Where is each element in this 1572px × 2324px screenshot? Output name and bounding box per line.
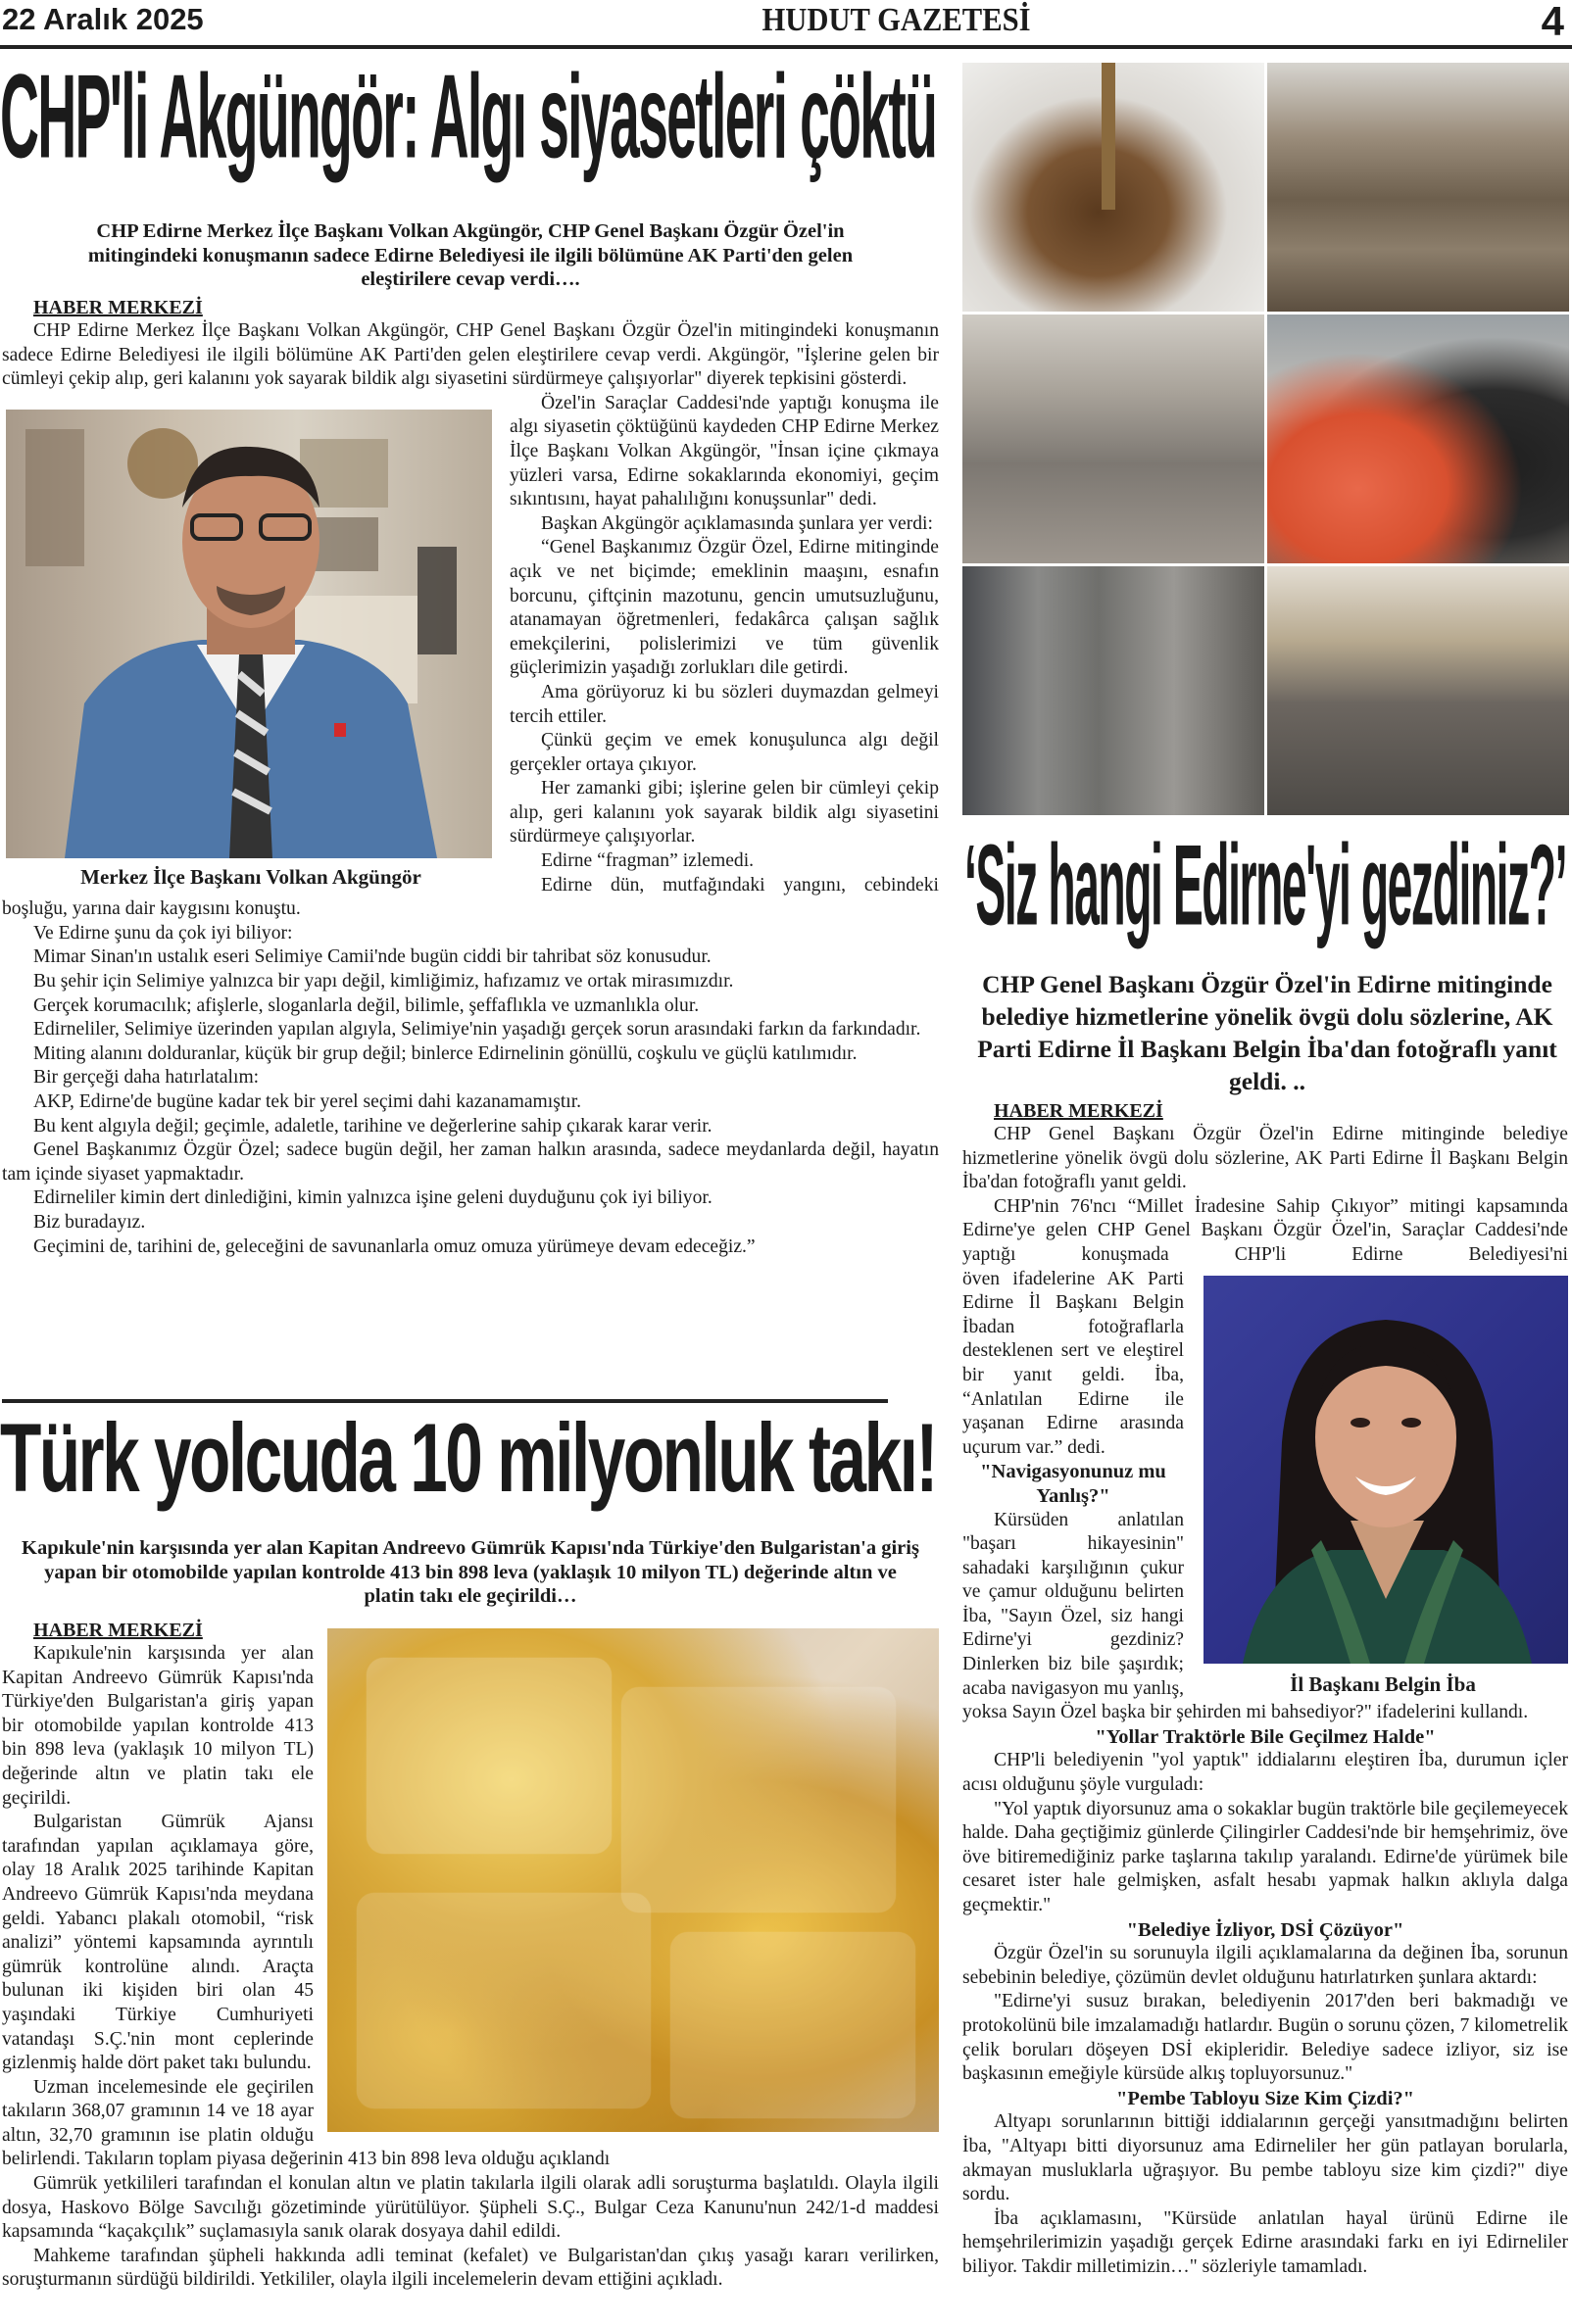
article-3-paragraph: "Edirne'yi susuz bırakan, belediyenin 2017'den beri bakmadığı ve protokolünü bile imzalamadığı hatlardır. Bugün o sorunu çözen, 7 kilometrelik çelik boruları döşeyen DSİ ekipleridir. Belediye sadece izliyor, siz ise başkasının emeğiyle kürsüde alkış topluyorsunuz." — [962, 1991, 1568, 2085]
article-3-paragraph: CHP Genel Başkanı Özgür Özel'in Edirne mitinginde belediye hizmetlerine yönelik övgü dolu sözlerine, AK Parti Edirne İl Başkanı Belgin İba'dan fotoğraflı yanıt geldi. — [962, 1124, 1568, 1193]
article-3-paragraph: Altyapı sorunlarının bittiği iddialarının gerçeği yansıtmadığını belirten İba, "Altyapı bitti diyorsunuz ama Edirneliler her gün patlayan borularla, akmayan musluklarla uğraşıyor. Bu pembe tabloyu size kim çizdi?" diye sordu. — [962, 2111, 1568, 2205]
article-2-paragraph: Mahkeme tarafından şüpheli hakkında adli teminat (kefalet) ve Bulgaristan'dan çıkış yasağı kararı verilirken, soruşturmanın sürdüğü bildirildi. Yetkililer, olayla ilgili incelemelerin devam ettiğini açıkladı. — [2, 2245, 939, 2291]
article-divider — [2, 1399, 888, 1403]
akgungor-portrait-illustration — [6, 410, 492, 858]
article-3-subheading: "Pembe Tabloyu Size Kim Çizdi?" — [1115, 2087, 1415, 2109]
article-3-paragraph: İba açıklamasını, "Kürsüde anlatılan hayal ürünü Edirne ile hemşehrilerimizin yaşadığı gerçek Edirne arasındaki farkı en iyi Edirneliler biliyor. Takdir milletimizin…" sözleriyle tamamladı. — [962, 2207, 1568, 2277]
article-3-paragraph: CHP'nin 76'ncı “Millet İradesine Sahip Çıkıyor” mitingi kapsamında Edirne'ye gelen CHP Genel Başkanı Özgür Özel'in, Saraçlar Caddesi'nde yaptığı konuşmada CHP'li Edirne Belediyesi'ni — [962, 1195, 1568, 1265]
article-1-paragraph: Genel Başkanımız Özgür Özel; sadece bugün değil, her zaman halkın arasında, sadece meydanlarda değil, hayatın tam içinde siyaset yapmaktadır. — [2, 1139, 939, 1185]
article-2-body — [2, 1619, 939, 2293]
article-1-headline-box — [0, 57, 939, 204]
article-1-paragraph: Edirne dün, mutfağındaki yangını, cebindeki boşluğu, yarına dair kaygısını konuştu. — [2, 874, 939, 920]
article-3-subheading: "Navigasyonunuz mu Yanlış?" — [980, 1461, 1166, 1507]
article-2-lead: Kapıkule'nin karşısında yer alan Kapitan Andreevo Gümrük Kapısı'nda Türkiye'den Bulgaristan'a giriş yapan bir otomobilde yapılan kontrolde 413 bin 898 leva (yaklaşık 10 milyon TL) değerinde altın ve platin takı ele geçirildi… — [22, 1537, 919, 1607]
street-photo-grid — [962, 63, 1570, 819]
article-2-headline-box — [0, 1409, 939, 1525]
article-1-paragraph: Biz buradayız. — [33, 1211, 146, 1233]
article-3-body — [962, 1099, 1568, 2280]
article-3-paragraph: Kürsüden anlatılan "başarı hikayesinin" sahadaki karşılığının çukur ve çamur olduğunu belirten İba, "Sayın Özel, siz hangi Edirne'yi gezdiniz? Dinlerken biz bile şaşırdık; acaba navigasyon mu yanlış, yoksa Sayın Özel başka bir şehirden mi bahsediyor?" ifadelerini kullandı. — [962, 1509, 1529, 1723]
article-1-paragraph: Mimar Sinan'ın ustalık eseri Selimiye Camii'nde bugün ciddi bir tahribat söz konusudur. — [33, 946, 712, 968]
article-3-paragraph: "Yol yaptık diyorsunuz ama o sokaklar bugün traktörle bile geçilemeyecek halde. Daha geçtiğimiz günlerde Çilingirler Caddesi'nde bir hemşehrimiz, öve öve bitiremediğiniz parke taşlarına takılıp yaralandı. Edirne'de yürümek bile cesaret ister hale gelmişken, asfalt hesabı yapmak halkın aklıyla dalga geçmektir." — [962, 1798, 1568, 1915]
article-2-paragraph: Bulgaristan Gümrük Ajansı tarafından yapılan açıklamaya göre, olay 18 Aralık 2025 tarihinde Kapitan Andreevo Gümrük Kapısı'nda meydana geldi. Yabancı plakalı otomobil, “risk analizi” yöntemi kapsamında ayrıntılı gümrük kontrolüne alındı. Araçta bulunan iki kişiden biri olan 45 yaşındaki Türkiye Cumhuriyeti vatandaşı S.Ç.'nin mont ceplerinde gizlenmiş halde dört paket takı bulundu. — [2, 1812, 314, 2074]
issue-date: 22 Aralık 2025 — [2, 2, 204, 36]
article-1-paragraph: Her zamanki gibi; işlerine gelen bir cümleyi çekip alıp, geri kalanını yok sayarak bildik algı siyasetini sürdürmeye çalışıyorlar. — [510, 778, 939, 847]
article-2-byline: HABER MERKEZİ — [33, 1620, 203, 1641]
gravel-road-photo — [962, 566, 1264, 815]
article-2-headline: Türk yolcuda 10 milyonluk takı! — [0, 1409, 937, 1513]
article-2-paragraph: Gümrük yetkilileri tarafından el konulan altın ve platin takılarla ilgili olarak adli soruşturma başlatıldı. Olayla ilgili dosya, Haskovo Bölge Savcılığı gözetiminde yürütülüyor. Şüpheli S.Ç., Bulgar Ceza Kanunu'nun 242/1-d maddesi kapsamında “kaçakçılık” suçlamasıyla sanık olarak dosyaya dahil edildi. — [2, 2173, 939, 2243]
trash-bags-photo — [1267, 315, 1569, 563]
article-3-headline: ‘Siz hangi Edirne'yi gezdiniz?’ — [964, 829, 1566, 950]
article-3-photo-caption: İl Başkanı Belgin İba — [1290, 1671, 1476, 1696]
article-1-paragraph: Miting alanını dolduranlar, küçük bir grup değil; binlerce Edirnelinin gönüllü, coşkulu ve güçlü katılımıdır. — [33, 1042, 858, 1064]
page-header — [0, 0, 1572, 49]
article-2-paragraph: Kapıkule'nin karşısında yer alan Kapitan Andreevo Gümrük Kapısı'nda Türkiye'den Bulgaristan'a giriş yapan bir otomobilde yapılan kontrolde 413 bin 898 leva (yaklaşık 10 milyon TL) değerinde altın ve platin takı ele geçirildi. — [2, 1643, 314, 1809]
article-1-paragraph: “Genel Başkanımız Özgür Özel, Edirne mitinginde açık ve net biçimde; emeklinin maaşını, esnafın borcunu, çiftçinin mazotunu, gencin umutsuzluğunu, atanamayan öğretmenleri, fedakârca çalışan sağlık emekçilerini, polislerimizi ve tüm güvenlik güçlerimizin yaşadığı zorlukları dile getirdi. — [510, 537, 939, 679]
article-3-byline: HABER MERKEZİ — [994, 1100, 1163, 1122]
akgungor-photo — [6, 410, 492, 858]
iba-portrait-illustration — [1204, 1276, 1568, 1664]
wet-street-photo — [962, 315, 1264, 563]
dirty-water-sink-photo — [962, 63, 1264, 312]
article-1-body — [2, 296, 939, 1259]
article-1-headline: CHP'li Akgüngör: Algı siyasetleri çöktü — [0, 57, 937, 184]
article-1-paragraph: Edirneliler, Selimiye üzerinden yapılan algıyla, Selimiye'nin yaşadığı gerçek sorun arasındaki farkın da farkındadır. — [33, 1019, 921, 1041]
article-1-paragraph: Bu şehir için Selimiye yalnızca bir yapı değil, kimliğimiz, hafızamız ve ortak mirasımızdır. — [33, 971, 734, 993]
article-3-subheading: "Belediye İzliyor, DSİ Çözüyor" — [1126, 1918, 1404, 1941]
article-1-paragraph: Edirneliler kimin dert dinlediğini, kimin yalnızca işine geleni duyduğunu çok iyi biliyor. — [33, 1187, 712, 1209]
newspaper-name: HUDUT GAZETESİ — [761, 2, 1031, 38]
article-3-lead: CHP Genel Başkanı Özgür Özel'in Edirne mitinginde belediye hizmetlerine yönelik övgü dolu sözlerine, AK Parti Edirne İl Başkanı Belgin İba'dan fotoğraflı yanıt geldi. .. — [977, 970, 1557, 1095]
article-3-paragraph: öven ifadelerine AK Parti Edirne İl Başkanı Belgin İbadan fotoğraflarla desteklenen sert ve eleştirel bir yanıt geldi. İba, “Anlatılan Edirne ile yaşanan Edirne arasında uçurum var.” dedi. — [962, 1268, 1184, 1458]
muddy-road-photo — [1267, 63, 1569, 312]
article-3-subheading: "Yollar Traktörle Bile Geçilmez Halde" — [1095, 1725, 1436, 1748]
pothole-street-photo — [1267, 566, 1569, 815]
article-1-paragraph: Gerçek korumacılık; afişlerle, sloganlarla değil, bilimle, şeffaflıkla ve uzmanlıkla olur. — [33, 994, 700, 1016]
article-1-photo-figure — [2, 410, 500, 890]
jewelry-bags-illustration — [327, 1628, 939, 2132]
article-1-paragraph: Ama görüyoruz ki bu sözleri duymazdan gelmeyi tercih ettiler. — [510, 681, 939, 727]
article-3-headline-box — [964, 829, 1570, 956]
page-number: 4 — [1541, 0, 1564, 44]
article-3-paragraph: CHP'li belediyenin "yol yaptık" iddialarını eleştiren İba, durumun içler acısı olduğunu şöyle vurguladı: — [962, 1750, 1568, 1796]
article-1-paragraph: Özel'in Saraçlar Caddesi'nde yaptığı konuşma ile algı siyasetin çöktüğünü kaydeden CHP Edirne Merkez İlçe Başkanı Volkan Akgüngör, "İnsan içine çıkmaya yüzleri varsa, Edirne sokaklarında ekonomiyi, geçim sıkıntısını, hayat pahalılığını konuşsunlar" dedi. — [510, 392, 939, 510]
article-1-paragraph: AKP, Edirne'de bugüne kadar tek bir yerel seçimi dahi kazanamamıştır. — [33, 1091, 582, 1112]
article-1-paragraph: Çünkü geçim ve emek konuşulunca algı değil gerçekler ortaya çıkıyor. — [510, 730, 939, 775]
article-1-lead: CHP Edirne Merkez İlçe Başkanı Volkan Akgüngör, CHP Genel Başkanı Özgür Özel'in mitingindeki konuşmanın sadece Edirne Belediyesi ile ilgili bölümüne AK Parti'den gelen eleştirilere cevap verdi…. — [87, 220, 854, 290]
seized-jewelry-photo — [327, 1628, 939, 2132]
article-1-paragraph: Bu kent algıyla değil; geçimle, adaletle, tarihine ve değerlerine sahip çıkarak karar verir. — [33, 1115, 712, 1137]
article-1-paragraph: Bir gerçeği daha hatırlatalım: — [33, 1067, 260, 1089]
article-1-paragraph: Edirne “fragman” izlemedi. — [541, 850, 755, 872]
article-1-byline: HABER MERKEZİ — [33, 297, 203, 318]
belgin-iba-photo — [1204, 1276, 1568, 1664]
article-3-photo-figure — [1198, 1276, 1568, 1697]
article-3-paragraph: Özgür Özel'in su sorunuyla ilgili açıklamalarına da değinen İba, sorunun sebebinin belediye, çözümün devlet olduğunu hatırlatırken şunlara aktardı: — [962, 1943, 1568, 1988]
article-2-paragraph: Uzman incelemesinde ele geçirilen takıların 368,07 gramının 14 ve 18 ayar altın, 32,70 gramının ise platin olduğu belirlendi. Takıların toplam piyasa değerinin 413 bin 898 leva olduğu açıklandı — [2, 2076, 611, 2170]
article-1-intro: CHP Edirne Merkez İlçe Başkanı Volkan Akgüngör, CHP Genel Başkanı Özgür Özel'in mitingindeki konuşmanın sadece Edirne Belediyesi ile ilgili bölümüne AK Parti'den gelen eleştirilere cevap verdi. Akgüngör, "İşlerine gelen bir cümleyi çekip alıp, geri kalanını yok sayarak bildik algı siyasetini sürdürmeye çalışıyorlar" diyerek tepkisini gösterdi. — [2, 320, 939, 390]
article-1-photo-caption: Merkez İlçe Başkanı Volkan Akgüngör — [80, 864, 421, 889]
article-1-paragraph: Başkan Akgüngör açıklamasında şunlara yer verdi: — [541, 512, 933, 534]
article-1-paragraph: Ve Edirne şunu da çok iyi biliyor: — [33, 922, 293, 944]
article-1-paragraph: Geçimini de, tarihini de, geleceğini de savunanlarla omuz omuza yürümeye devam edeceğiz.” — [33, 1235, 756, 1257]
